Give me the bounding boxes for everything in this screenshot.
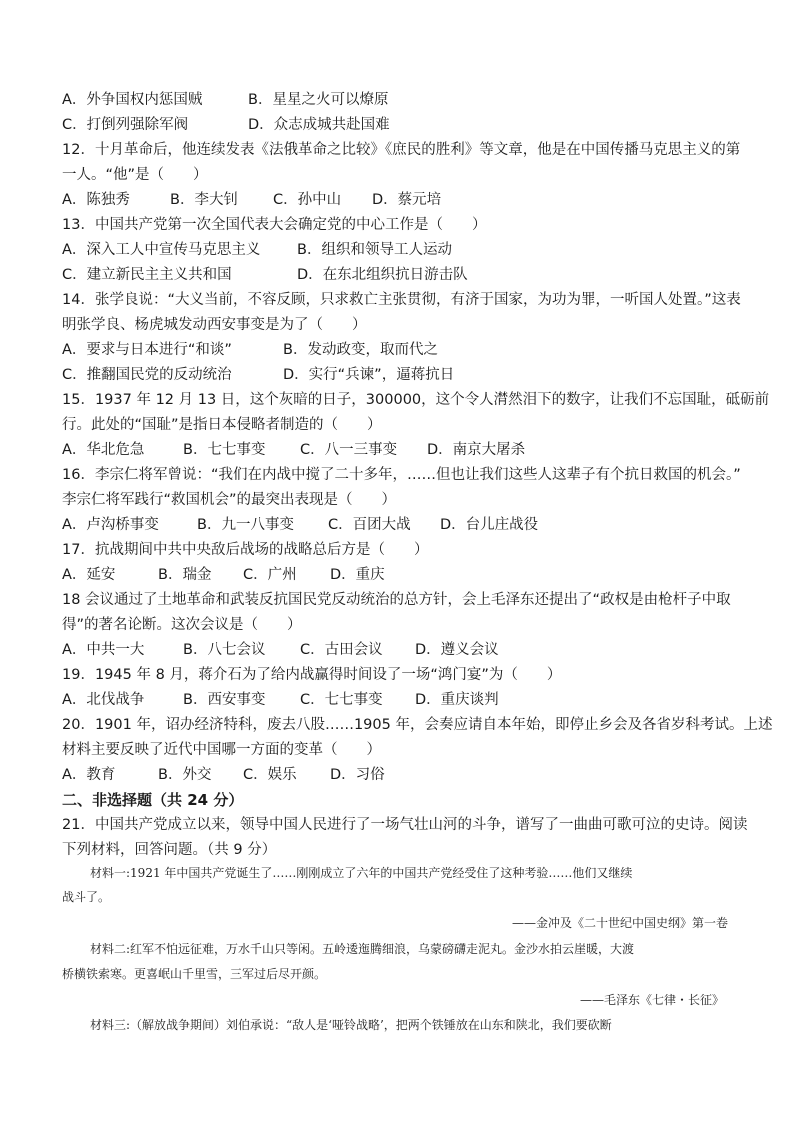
q13-option-c[interactable]: C．建立新民主主义共和国 xyxy=(62,267,232,283)
section-2-title: 二、非选择题（共 24 分） xyxy=(62,791,244,809)
q20-option-a[interactable]: A．教育 xyxy=(62,767,116,783)
material-2-line-2: 桥横铁索寒。更喜岷山千里雪，三军过后尽开颜。 xyxy=(62,967,327,981)
material-1-source: ——金冲及《二十世纪中国史纲》第一卷 xyxy=(511,916,728,930)
q15-stem-line-2: 行。此处的“国耻”是指日本侵略者制造的（ ） xyxy=(62,417,382,433)
q13-option-a[interactable]: A．深入工人中宣传马克思主义 xyxy=(62,242,261,258)
q19-option-c[interactable]: C．七七事变 xyxy=(300,692,383,708)
q15-option-a[interactable]: A．华北危急 xyxy=(62,442,145,458)
q17-stem: 17．抗战期间中共中央敌后战场的战略总后方是（ ） xyxy=(62,542,429,558)
q18-stem-line-1: 18 会议通过了土地革命和武装反抗国民党反动统治的总方针，会上毛泽东还提出了“政权是由枪杆子中取 xyxy=(62,592,731,608)
q17-option-c[interactable]: C．广州 xyxy=(243,567,297,583)
q17-option-d[interactable]: D．重庆 xyxy=(330,567,385,583)
q18-option-a[interactable]: A．中共一大 xyxy=(62,642,145,658)
q16-option-a[interactable]: A．卢沟桥事变 xyxy=(62,517,159,533)
q13-option-b[interactable]: B．组织和领导工人运动 xyxy=(297,242,452,258)
q11-option-b[interactable]: B．星星之火可以燎原 xyxy=(248,92,389,108)
q16-option-b[interactable]: B．九一八事变 xyxy=(197,517,294,533)
q16-option-d[interactable]: D．台儿庄战役 xyxy=(440,517,539,533)
q14-stem-line-2: 明张学良、杨虎城发动西安事变是为了（ ） xyxy=(62,317,367,333)
material-1-line-2: 战斗了。 xyxy=(62,890,111,904)
q20-option-d[interactable]: D．习俗 xyxy=(330,767,385,783)
q14-option-a[interactable]: A．要求与日本进行“和谈” xyxy=(62,342,232,358)
q14-option-c[interactable]: C．推翻国民党的反动统治 xyxy=(62,367,232,383)
q12-stem-line-1: 12．十月革命后，他连续发表《法俄革命之比较》《庶民的胜利》等文章，他是在中国传播马克思主义的第 xyxy=(62,142,741,158)
q13-stem: 13．中国共产党第一次全国代表大会确定党的中心工作是（ ） xyxy=(62,217,487,233)
q16-stem-line-1: 16．李宗仁将军曾说：“我们在内战中搅了二十多年，……但也让我们这些人这辈子有个抗日救国的机会。” xyxy=(62,467,741,483)
q12-option-a[interactable]: A．陈独秀 xyxy=(62,192,130,208)
q17-option-a[interactable]: A．延安 xyxy=(62,567,116,583)
q21-stem-line-1: 21．中国共产党成立以来，领导中国人民进行了一场气壮山河的斗争，谱写了一曲曲可歌可泣的史诗。阅读 xyxy=(62,817,748,833)
q13-option-d[interactable]: D．在东北组织抗日游击队 xyxy=(297,267,468,283)
q12-option-b[interactable]: B．李大钊 xyxy=(170,192,238,208)
q11-option-c[interactable]: C．打倒列强除军阀 xyxy=(62,117,189,133)
q20-stem-line-2: 材料主要反映了近代中国哪一方面的变革（ ） xyxy=(62,742,381,758)
q15-option-b[interactable]: B．七七事变 xyxy=(183,442,266,458)
q12-stem-line-2: 一人。“他”是（ ） xyxy=(62,167,208,183)
q16-stem-line-2: 李宗仁将军践行“救国机会”的最突出表现是（ ） xyxy=(62,492,397,508)
q18-option-c[interactable]: C．古田会议 xyxy=(300,642,383,658)
q14-stem-line-1: 14．张学良说：“大义当前，不容反顾，只求救亡主张贯彻，有济于国家，为功为罪，一听国人处置。”这表 xyxy=(62,292,741,308)
q15-option-c[interactable]: C．八一三事变 xyxy=(300,442,398,458)
q15-option-d[interactable]: D．南京大屠杀 xyxy=(427,442,526,458)
q19-option-d[interactable]: D．重庆谈判 xyxy=(415,692,499,708)
q12-option-c[interactable]: C．孙中山 xyxy=(273,192,342,208)
material-1-line-1: 材料一:1921 年中国共产党诞生了……刚刚成立了六年的中国共产党经受住了这种考验……他们又继续 xyxy=(90,866,633,880)
q14-option-d[interactable]: D．实行“兵谏”，逼蒋抗日 xyxy=(283,367,455,383)
material-2-source: ——毛泽东《七律・长征》 xyxy=(579,993,724,1007)
q19-option-a[interactable]: A．北伐战争 xyxy=(62,692,145,708)
material-2-line-1: 材料二:红军不怕远征难，万水千山只等闲。五岭逶迤腾细浪，乌蒙磅礴走泥丸。金沙水拍云崖暖，大渡 xyxy=(90,942,635,956)
q19-option-b[interactable]: B．西安事变 xyxy=(183,692,266,708)
q18-option-d[interactable]: D．遵义会议 xyxy=(415,642,499,658)
q14-option-b[interactable]: B．发动政变，取而代之 xyxy=(283,342,438,358)
q11-option-d[interactable]: D．众志成城共赴国难 xyxy=(248,117,390,133)
material-3-line-1: 材料三:（解放战争期间）刘伯承说：“敌人是‘哑铃战略’，把两个铁锤放在山东和陕北，我们要砍断 xyxy=(90,1018,612,1032)
q21-stem-line-2: 下列材料，回答问题。（共 9 分） xyxy=(62,842,277,858)
q11-option-a[interactable]: A．外争国权内惩国贼 xyxy=(62,92,203,108)
q20-stem-line-1: 20．1901 年，诏办经济特科，废去八股……1905 年，会奏应请自本年始，即停止乡会及各省岁科考试。上述 xyxy=(62,717,773,733)
q17-option-b[interactable]: B．瑞金 xyxy=(158,567,212,583)
q18-option-b[interactable]: B．八七会议 xyxy=(183,642,266,658)
q18-stem-line-2: 得”的著名论断。这次会议是（ ） xyxy=(62,617,302,633)
q16-option-c[interactable]: C．百团大战 xyxy=(328,517,411,533)
q20-option-b[interactable]: B．外交 xyxy=(158,767,212,783)
q19-stem: 19．1945 年 8 月，蒋介石为了给内战赢得时间设了一场“鸿门宴”为（ ） xyxy=(62,667,562,683)
q20-option-c[interactable]: C．娱乐 xyxy=(243,767,297,783)
q12-option-d[interactable]: D．蔡元培 xyxy=(372,192,442,208)
q15-stem-line-1: 15．1937 年 12 月 13 日，这个灰暗的日子，300000，这个令人潸然泪下的数字，让我们不忘国耻，砥砺前 xyxy=(62,392,770,408)
